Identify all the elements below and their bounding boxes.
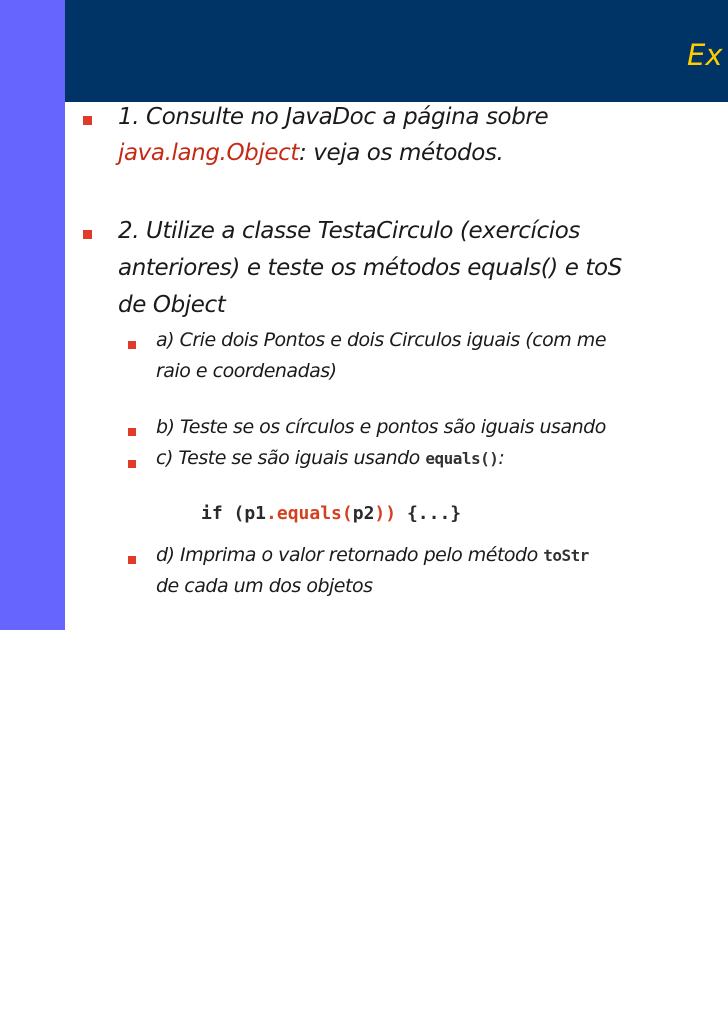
subitem-d-line-1	[156, 544, 589, 566]
code-if: if (p1	[201, 503, 267, 524]
javadoc-link[interactable]: java.lang.Object	[118, 140, 299, 166]
code-close: ))	[374, 503, 397, 524]
tostring-code: toStr	[543, 546, 589, 565]
item-1-suffix: : veja os métodos.	[298, 140, 504, 166]
subitem-b-line-1: b) Teste se os círculos e pontos são iguais usando	[156, 416, 606, 438]
sidebar-band	[0, 0, 65, 630]
equals-code: equals()	[425, 449, 499, 468]
item-1-line-2	[118, 140, 503, 166]
sub-bullet-icon	[128, 428, 136, 436]
item-2-line-3: de Object	[118, 292, 226, 318]
sub-bullet-icon	[128, 460, 136, 468]
slide-content	[65, 102, 728, 602]
bullet-icon	[83, 116, 92, 125]
subitem-a-line-1: a) Crie dois Pontos e dois Circulos iguais (com me	[156, 329, 607, 351]
subitem-c-suffix: :	[498, 447, 505, 469]
subitem-d-text: d) Imprima o valor retornado pelo método	[156, 544, 544, 566]
slide-title: Ex	[687, 38, 723, 72]
code-example	[201, 503, 461, 524]
subitem-c-line-1	[156, 447, 504, 469]
code-method: .equals(	[266, 503, 353, 524]
code-rest: {...}	[396, 503, 462, 524]
subitem-a-line-2: raio e coordenadas)	[156, 360, 337, 382]
subitem-d-line-2: de cada um dos objetos	[156, 575, 373, 597]
item-2-line-1: 2. Utilize a classe TestaCirculo (exercícios	[118, 218, 580, 244]
slide-header	[65, 0, 728, 102]
subitem-c-text: c) Teste se são iguais usando	[156, 447, 426, 469]
code-arg: p2	[352, 503, 375, 524]
sub-bullet-icon	[128, 556, 136, 564]
item-1-line-1: 1. Consulte no JavaDoc a página sobre	[118, 104, 549, 130]
bullet-icon	[83, 230, 92, 239]
sub-bullet-icon	[128, 341, 136, 349]
item-2-line-2: anteriores) e teste os métodos equals() e toS	[118, 255, 622, 281]
